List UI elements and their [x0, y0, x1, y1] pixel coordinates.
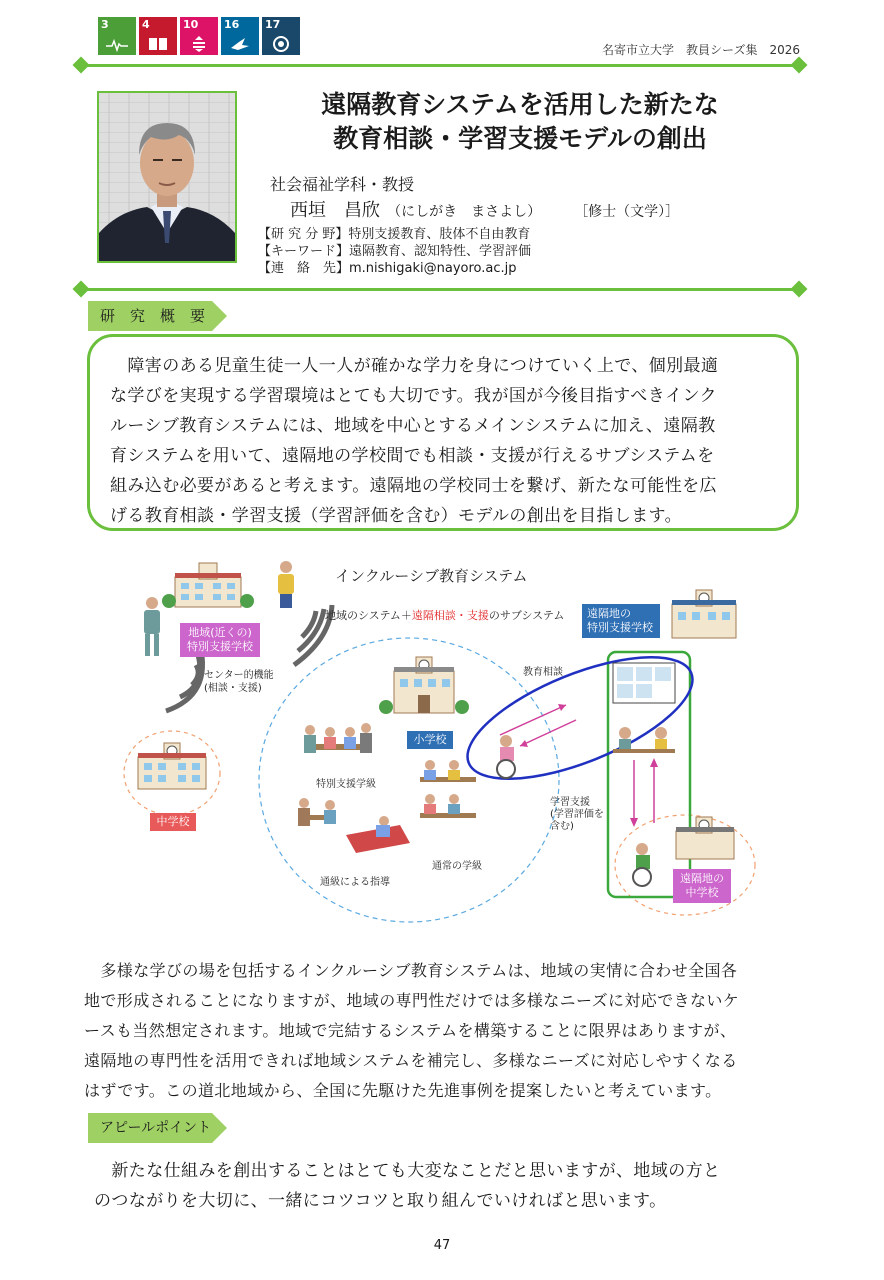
profile-divider: [80, 288, 800, 291]
paragraph-line-3: ースも当然想定されます。地域で完結するシステムを構築することに限界はありますが、: [84, 1021, 737, 1040]
divider-diamond-right: [791, 57, 808, 74]
summary-line-4: 育システムを用いて、遠隔地の学校間でも相談・支援が行えるサブシステムを: [110, 446, 715, 466]
divider-diamond-right-2: [791, 281, 808, 298]
sdg-icon-17: 17: [262, 17, 300, 55]
summary-line-5: 組み込む必要があると考えます。遠隔地の学校同士を繋げ、新たな可能性を広: [110, 476, 717, 496]
sdg-icon-16: 16: [221, 17, 259, 55]
profile-info: [258, 226, 531, 277]
label-learning-support: 学習支援 (学習評価を 含む): [550, 797, 604, 832]
partnership-icon: [270, 36, 292, 52]
summary-box: [87, 334, 799, 531]
page-title-line2: 教育相談・学習支援モデルの創出: [333, 124, 707, 153]
sdg-icon-4: 4: [139, 17, 177, 55]
author-degree: ［修士（文学）］: [574, 204, 680, 220]
paragraph-line-4: 遠隔地の専門性を活用できれば地域システムを補完し、多様なニーズに対応しやすくなる: [84, 1051, 738, 1070]
appeal-line-1: 新たな仕組みを創出することはとても大変なことだと思いますが、地域の方と: [94, 1161, 721, 1181]
appeal-line-2: のつながりを大切に、一緒にコツコツと取り組んでいければと思います。: [94, 1191, 667, 1211]
field-label: 【研 究 分 野】: [258, 227, 349, 242]
author-name: 西垣 昌欣: [290, 200, 380, 221]
label-local-special-school: 地域(近くの) 特別支援学校: [180, 623, 260, 657]
book-icon: [147, 36, 169, 52]
author-reading: （にしがき まさよし）: [387, 204, 542, 220]
profile-photo: [97, 91, 237, 263]
paragraph-line-2: 地で形成されることになりますが、地域の専門性だけでは多様なニーズに対応できないケ: [84, 991, 740, 1010]
diagram-title: インクルーシブ教育システム: [335, 567, 528, 585]
dove-icon: [229, 36, 251, 52]
page-title-line1: 遠隔教育システムを活用した新たな: [321, 90, 719, 119]
label-regular-class: 通常の学級: [432, 861, 482, 872]
name-row: [290, 196, 679, 222]
page-title: [250, 88, 790, 156]
body-paragraph: [84, 956, 804, 1106]
sdg-icon-10: 10: [180, 17, 218, 55]
divider-diamond-left: [73, 57, 90, 74]
label-remote-junior-high: 遠隔地の 中学校: [673, 869, 731, 903]
equality-icon: [188, 36, 210, 52]
sdg-icon-3: 3: [98, 17, 136, 55]
appeal-text: [94, 1156, 804, 1216]
label-elementary: 小学校: [407, 731, 453, 749]
divider-diamond-left-2: [73, 281, 90, 298]
contact-label: 【連 絡 先】: [258, 261, 350, 276]
label-center-function: センター的機能 (相談・支援): [204, 670, 274, 694]
label-remote-special-school: 遠隔地の 特別支援学校: [582, 604, 660, 638]
contact-email[interactable]: m.nishigaki@nayoro.ac.jp: [349, 261, 517, 276]
page-number: 47: [433, 1238, 451, 1253]
summary-line-6: げる教育相談・学習支援（学習評価を含む）モデルの創出を目指します。: [110, 506, 682, 526]
summary-tag: 研 究 概 要: [88, 301, 212, 331]
label-consultation: 教育相談: [523, 667, 563, 678]
label-special-class: 特別支援学級: [316, 779, 376, 790]
field-value: 特別支援教育、肢体不自由教育: [348, 227, 531, 242]
summary-line-3: ルーシブ教育システムには、地域を中心とするメインシステムに加え、遠隔教: [110, 416, 716, 436]
diagram-subtitle: 地域のシステム＋遠隔相談・支援のサブシステム: [325, 609, 565, 622]
top-divider: [80, 64, 800, 67]
inclusive-education-diagram: [120, 555, 770, 925]
label-junior-high: 中学校: [150, 813, 196, 831]
appeal-tag: アピールポイント: [88, 1113, 212, 1143]
keyword-label: 【キーワード】: [258, 244, 350, 259]
paragraph-line-5: はずです。この道北地域から、全国に先駆けた先進事例を提案したいと考えています。: [84, 1081, 722, 1100]
summary-line-1: 障害のある児童生徒一人一人が確かな学力を身につけていく上で、個別最適: [110, 356, 719, 376]
label-resource-room: 通級による指導: [320, 877, 390, 888]
summary-line-2: な学びを実現する学習環境はとても大切です。我が国が今後目指すべきインク: [110, 386, 717, 406]
keyword-value: 遠隔教育、認知特性、学習評価: [349, 244, 532, 259]
paragraph-line-1: 多様な学びの場を包括するインクルーシブ教育システムは、地域の実情に合わせ全国各: [84, 961, 738, 980]
department: 社会福祉学科・教授: [270, 175, 415, 194]
series-header: 名寄市立大学 教員シーズ集 2026: [602, 43, 800, 57]
heartbeat-icon: [106, 38, 128, 52]
